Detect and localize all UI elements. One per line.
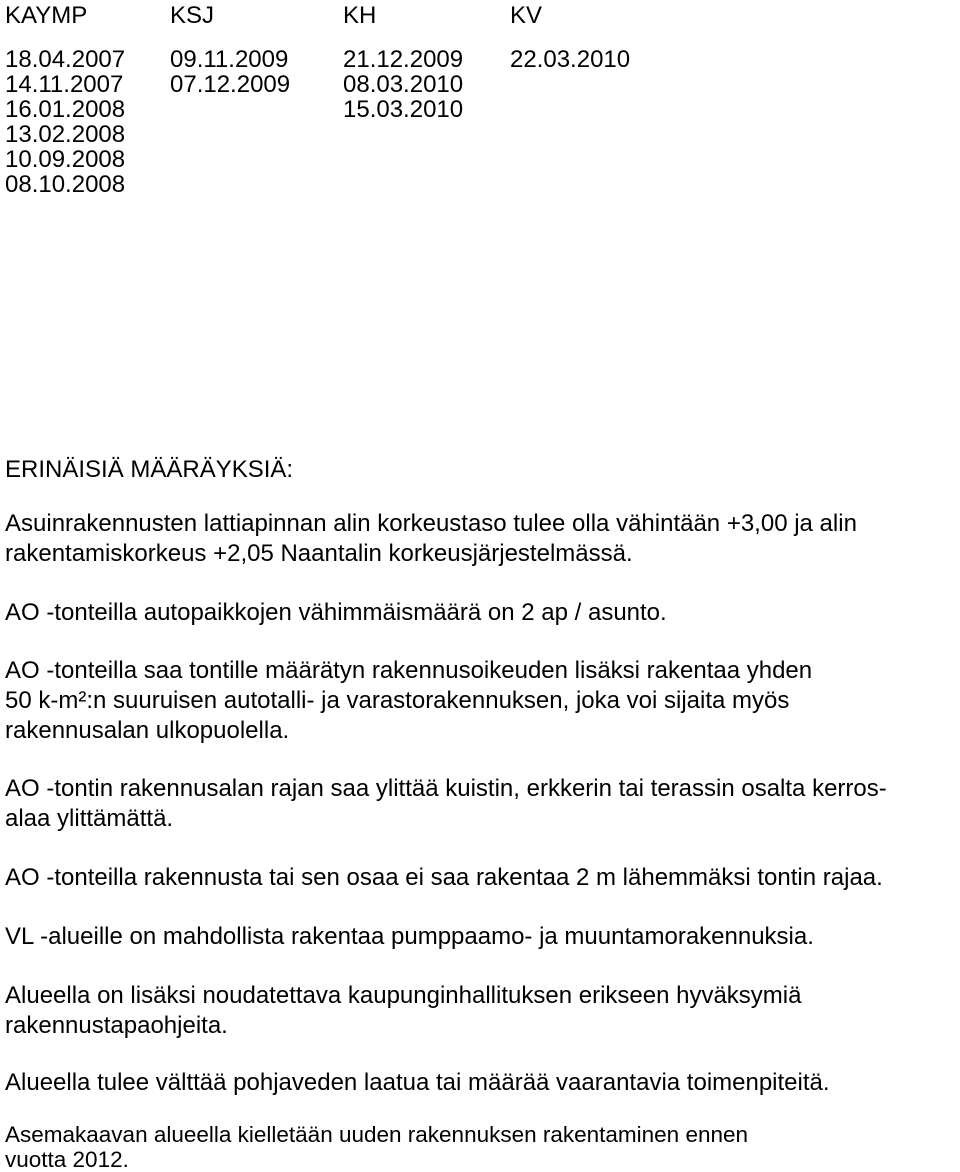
paragraph-line: AO -tonteilla autopaikkojen vähimmäismäärä on 2 ap / asunto. xyxy=(5,599,667,626)
regulation-paragraph xyxy=(5,774,957,834)
column-header: KAYMP xyxy=(5,2,88,29)
approval-column-ksj xyxy=(170,0,290,97)
paragraph-line: Alueella on lisäksi noudatettava kaupunginhallituksen erikseen hyväksymiä xyxy=(5,982,802,1009)
paragraph-line: alaa ylittämättä. xyxy=(5,805,174,832)
paragraph-line: AO -tonteilla rakennusta tai sen osaa ei saa rakentaa 2 m lähemmäksi tontin rajaa. xyxy=(5,864,883,891)
column-header: KV xyxy=(510,2,543,29)
regulation-paragraph xyxy=(5,1122,957,1172)
date-entry: 18.04.2007 xyxy=(5,46,126,73)
regulation-paragraph xyxy=(5,1068,957,1098)
paragraph-line: Asemakaavan alueella kielletään uuden rakennuksen rakentaminen ennen xyxy=(5,1122,749,1147)
date-entry: 07.12.2009 xyxy=(170,71,291,98)
date-entry: 08.03.2010 xyxy=(343,71,464,98)
date-entry: 21.12.2009 xyxy=(343,46,464,73)
date-entry: 13.02.2008 xyxy=(5,121,126,148)
paragraph-line: AO -tontin rakennusalan rajan saa ylittää kuistin, erkkerin tai terassin osalta kerros- xyxy=(5,775,887,802)
approval-column-kaymp xyxy=(5,0,125,197)
date-list xyxy=(170,47,290,97)
paragraph-line: 50 k-m²:n suuruisen autotalli- ja varastorakennuksen, joka voi sijaita myös xyxy=(5,687,790,714)
paragraph-line: Asuinrakennusten lattiapinnan alin korkeustaso tulee olla vähintään +3,00 ja alin xyxy=(5,510,857,537)
regulation-paragraph xyxy=(5,863,957,893)
date-entry: 15.03.2010 xyxy=(343,96,464,123)
column-header: KSJ xyxy=(170,2,215,29)
approval-column-kh xyxy=(343,0,463,122)
regulations-heading: ERINÄISIÄ MÄÄRÄYKSIÄ: xyxy=(5,456,294,483)
date-list xyxy=(343,47,463,122)
paragraph-line: rakennustapaohjeita. xyxy=(5,1012,228,1039)
date-entry: 22.03.2010 xyxy=(510,46,631,73)
date-entry: 16.01.2008 xyxy=(5,96,126,123)
date-entry: 08.10.2008 xyxy=(5,171,126,198)
regulation-paragraph xyxy=(5,656,957,746)
regulation-paragraph xyxy=(5,598,957,628)
date-entry: 10.09.2008 xyxy=(5,146,126,173)
paragraph-line: vuotta 2012. xyxy=(5,1147,129,1172)
paragraph-line: rakennusalan ulkopuolella. xyxy=(5,717,290,744)
date-entry: 14.11.2007 xyxy=(5,71,124,98)
regulation-paragraph xyxy=(5,922,957,952)
paragraph-line: rakentamiskorkeus +2,05 Naantalin korkeusjärjestelmässä. xyxy=(5,540,633,567)
date-entry: 09.11.2009 xyxy=(170,46,289,73)
date-list xyxy=(510,47,630,72)
regulation-paragraph xyxy=(5,509,957,569)
column-header: KH xyxy=(343,2,377,29)
date-list xyxy=(5,47,125,197)
paragraph-line: Alueella tulee välttää pohjaveden laatua tai määrää vaarantavia toimenpiteitä. xyxy=(5,1069,830,1096)
paragraph-line: AO -tonteilla saa tontille määrätyn rakennusoikeuden lisäksi rakentaa yhden xyxy=(5,657,813,684)
approval-column-kv xyxy=(510,0,630,72)
paragraph-line: VL -alueille on mahdollista rakentaa pumppaamo- ja muuntamorakennuksia. xyxy=(5,923,814,950)
regulation-paragraph xyxy=(5,981,957,1041)
